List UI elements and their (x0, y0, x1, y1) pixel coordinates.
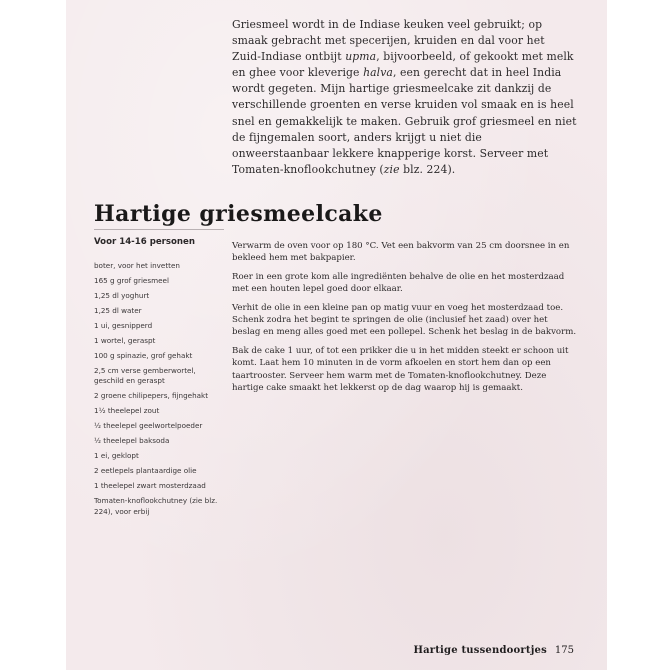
method-step: Verwarm de oven voor op 180 °C. Vet een bakvorm van 25 cm doorsnee in en bekleed hem met bakpapier. (232, 241, 570, 264)
ingredient-item: ½ theelepel geelwortelpoeder (94, 421, 203, 431)
intro-italic-run: upma (345, 50, 377, 64)
ingredient-item: 1½ theelepel zout (94, 406, 160, 416)
intro-text-run: Griesmeel wordt in de Indiase keuken veel gebruikt; op smaak gebracht met specerijen, kruiden en dal voor het Zuid-Indiase ontbijt (232, 18, 545, 64)
method-column (232, 240, 577, 401)
ingredient-item: 1,25 dl yoghurt (94, 291, 150, 300)
recipe-title: Hartige griesmeelcake (94, 200, 383, 227)
ingredient-item: 100 g spinazie, grof gehakt (94, 351, 193, 360)
intro-italic-run: halva (363, 66, 393, 80)
ingredient-item: 2 groene chilipepers, fijngehakt (94, 391, 209, 401)
ingredient-item: ½ theelepel baksoda (94, 436, 170, 446)
ingredient-item: 1 wortel, geraspt (94, 336, 156, 345)
ingredient-item: 1 theelepel zwart mosterdzaad (94, 481, 206, 491)
intro-text-run: blz. 224). (399, 162, 456, 176)
ingredient-item: 2 eetlepels plantaardige olie (94, 466, 197, 476)
page-number: 175 (554, 645, 574, 656)
ingredient-item: 2,5 cm verse gemberwortel, geschild en geraspt (94, 366, 196, 386)
method-step: Verhit de olie in een kleine pan op matig vuur en voeg het mosterdzaad toe. Schenk zodra het begint te springen de olie (inclusief het zaad) over het beslag en meng alles goed met een pollepel. Schenk het beslag in de bakvorm. (232, 303, 577, 338)
ingredient-item: 1 ui, gesnipperd (94, 321, 153, 330)
intro-paragraph (232, 17, 577, 178)
servings-label: Voor 14-16 personen (94, 237, 195, 247)
intro-text-run: , een gerecht dat in heel India wordt gegeten. Mijn hartige griesmeelcake zit dankzij de verschillende groenten en verse kruiden vol smaak en is heel snel en gemakkelijk te maken. Gebruik grof griesmeel en niet de fijngemalen soort, anders krijgt u niet die onweerstaanbaar lekkere knapperige korst. Serveer met Tomaten-knoflookchutney ( (232, 66, 577, 176)
page-footer (413, 645, 574, 656)
ingredient-item: boter, voor het invetten (94, 261, 180, 270)
intro-text-run: , bijvoorbeeld, of gekookt met melk en ghee voor kleverige (232, 50, 574, 80)
intro-italic-run: zie (383, 162, 400, 176)
ingredient-item: Tomaten-knoflookchutney (zie blz. 224), voor erbij (94, 496, 218, 516)
ingredients-divider (94, 229, 224, 230)
intro-text (232, 17, 577, 178)
ingredients-column (94, 237, 224, 522)
ingredient-item: 1 ei, geklopt (94, 451, 139, 461)
footer-section-title: Hartige tussendoortjes (413, 645, 547, 656)
method-step: Bak de cake 1 uur, of tot een prikker die u in het midden steekt er schoon uit komt. Laat hem 10 minuten in de vorm afkoelen en stort hem dan op een taartrooster. Serveer hem warm met de Tomaten-knoflookchutney. Deze hartige cake smaakt het lekkerst op de dag waarop hij is gemaakt. (232, 346, 569, 393)
ingredient-list (94, 261, 224, 517)
method-step: Roer in een grote kom alle ingrediënten behalve de olie en het mosterdzaad met een houten lepel goed door elkaar. (232, 272, 565, 295)
ingredient-item: 165 g grof griesmeel (94, 276, 169, 285)
ingredient-item: 1,25 dl water (94, 306, 142, 315)
